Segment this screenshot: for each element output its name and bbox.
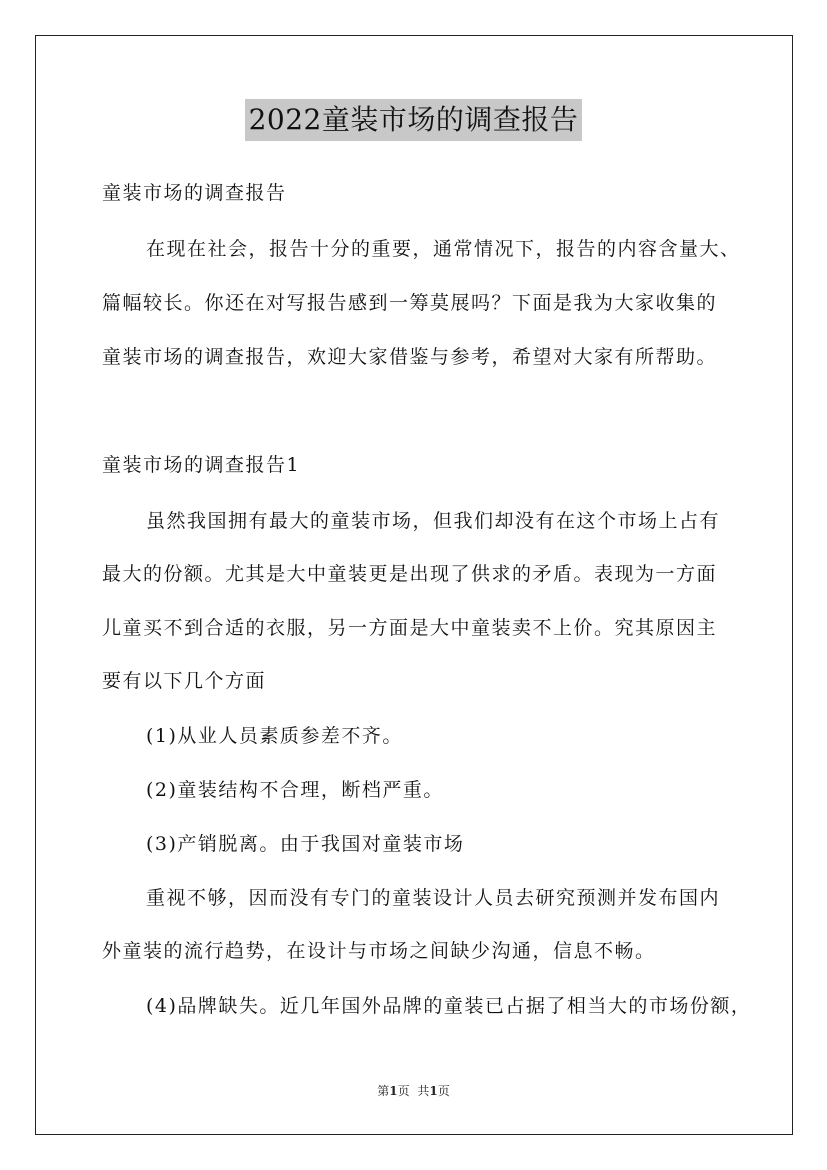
page-footer [0, 1083, 827, 1099]
paragraph-line: 要有以下几个方面 [102, 670, 267, 692]
paragraph-line: 最大的份额。尤其是大中童装更是出现了供求的矛盾。表现为一方面 [102, 563, 718, 585]
paragraph-line: 在现在社会，报告十分的重要，通常情况下，报告的内容含量大、 [146, 238, 741, 260]
paragraph-line: 篇幅较长。你还在对写报告感到一筹莫展吗？下面是我为大家收集的 [102, 292, 718, 314]
paragraph-line: 童装市场的调查报告，欢迎大家借鉴与参考，希望对大家有所帮助。 [102, 346, 718, 368]
title-container [0, 99, 827, 141]
subtitle-line: 童装市场的调查报告 [102, 182, 287, 204]
list-item: (3)产销脱离。由于我国对童装市场 [146, 833, 465, 855]
footer-total-number: 1 [429, 1084, 438, 1098]
paragraph-line: 虽然我国拥有最大的童装市场，但我们却没有在这个市场上占有 [146, 510, 721, 532]
footer-total-suffix: 页 [437, 1084, 450, 1098]
list-item: (1)从业人员素质参差不齐。 [146, 725, 403, 747]
paragraph-line: 外童装的流行趋势，在设计与市场之间缺少沟通，信息不畅。 [102, 940, 656, 962]
list-item: (2)童装结构不合理，断档严重。 [146, 779, 444, 801]
list-item: (4)品牌缺失。近几年国外品牌的童装已占据了相当大的市场份额， [146, 995, 752, 1017]
footer-page-number: 1 [389, 1084, 398, 1098]
paragraph-line: 重视不够，因而没有专门的童装设计人员去研究预测并发布国内 [146, 887, 721, 909]
document-title: 2022童装市场的调查报告 [245, 99, 583, 141]
paragraph-line: 儿童买不到合适的衣服，另一方面是大中童装卖不上价。究其原因主 [102, 617, 718, 639]
footer-page-prefix: 第 [377, 1084, 390, 1098]
footer-total-prefix: 共 [417, 1084, 430, 1098]
section-heading: 童装市场的调查报告1 [102, 454, 301, 476]
footer-page-suffix: 页 [397, 1084, 410, 1098]
